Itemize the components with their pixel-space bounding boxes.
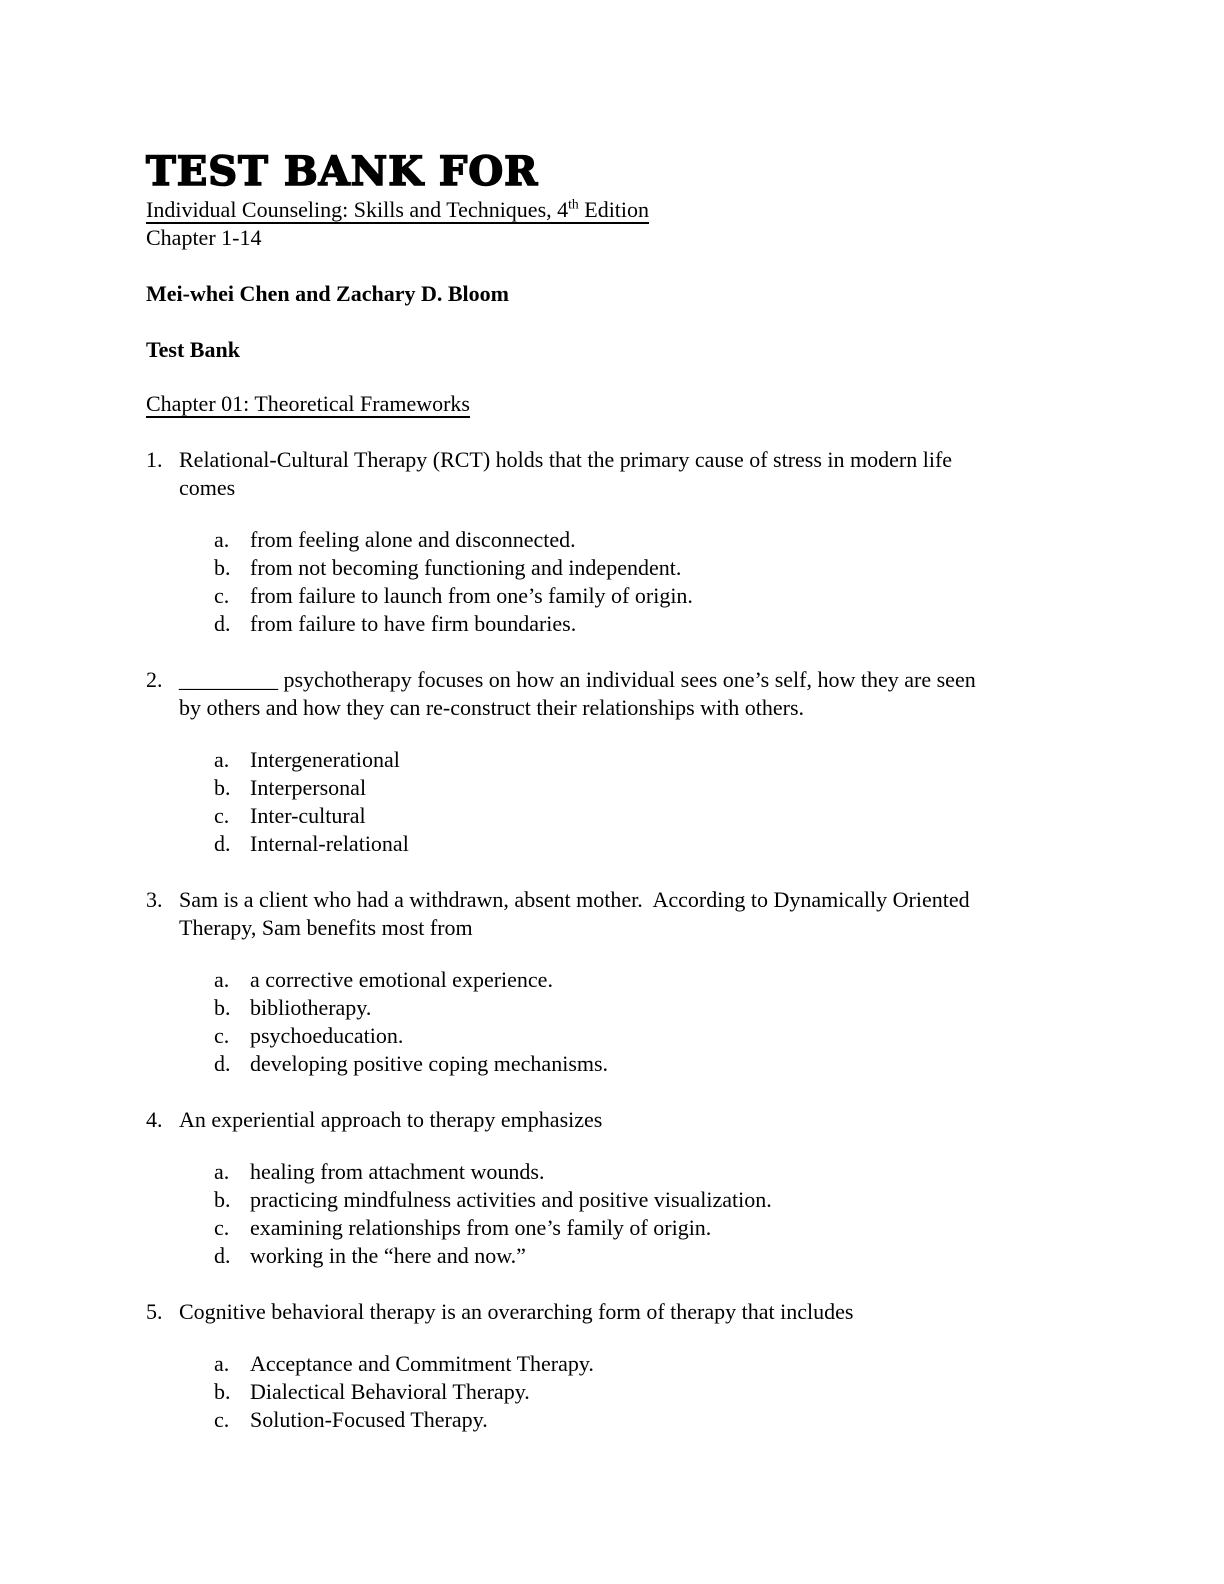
questions-list — [146, 446, 1080, 1434]
option-letter: c. — [214, 1023, 230, 1048]
question-number: 2. — [146, 667, 163, 692]
option-text: from failure to have firm boundaries. — [250, 611, 577, 636]
option-letter: c. — [214, 1407, 230, 1432]
option-text: developing positive coping mechanisms. — [250, 1051, 609, 1076]
question-text-line: Relational-Cultural Therapy (RCT) holds that the primary cause of stress in modern life — [179, 447, 953, 472]
option-text: practicing mindfulness activities and positive visualization. — [250, 1187, 772, 1212]
question — [146, 886, 1080, 1078]
book-title — [146, 197, 649, 224]
question-text-line: Sam is a client who had a withdrawn, absent mother. According to Dynamically Oriented — [179, 887, 970, 912]
options-list — [179, 1158, 1080, 1270]
option-letter: b. — [214, 555, 231, 580]
option-text: Dialectical Behavioral Therapy. — [250, 1379, 530, 1404]
option-text: bibliotherapy. — [250, 995, 372, 1020]
question-text — [179, 1298, 1080, 1326]
option-item — [179, 1186, 1080, 1214]
chapter-range: Chapter 1-14 — [146, 225, 262, 250]
option-letter: b. — [214, 775, 231, 800]
option-item — [179, 1158, 1080, 1186]
option-item — [179, 554, 1080, 582]
options-list — [179, 746, 1080, 858]
option-letter: d. — [214, 1051, 231, 1076]
option-letter: a. — [214, 527, 230, 552]
option-item — [179, 1378, 1080, 1406]
options-list — [179, 966, 1080, 1078]
option-letter: c. — [214, 803, 230, 828]
test-bank-label: Test Bank — [146, 337, 240, 362]
option-letter: a. — [214, 747, 230, 772]
options-list — [179, 1350, 1080, 1434]
question-number: 3. — [146, 887, 163, 912]
option-text: a corrective emotional experience. — [250, 967, 553, 992]
option-letter: b. — [214, 995, 231, 1020]
book-title-line — [146, 196, 1080, 224]
option-letter: a. — [214, 967, 230, 992]
option-text: Inter-cultural — [250, 803, 366, 828]
question-text-line: by others and how they can re-construct their relationships with others. — [179, 695, 805, 720]
authors-line: Mei-whei Chen and Zachary D. Bloom — [146, 281, 509, 306]
question-text — [179, 886, 1080, 942]
option-letter: a. — [214, 1159, 230, 1184]
option-text: from feeling alone and disconnected. — [250, 527, 576, 552]
question-text-line: _________ psychotherapy focuses on how an individual sees one’s self, how they are seen — [179, 667, 976, 692]
book-title-text: Individual Counseling: Skills and Techniques, 4 — [146, 197, 569, 222]
option-item — [179, 582, 1080, 610]
option-item — [179, 1242, 1080, 1270]
chapter-heading-line — [146, 390, 1080, 418]
option-letter: b. — [214, 1379, 231, 1404]
option-letter: c. — [214, 583, 230, 608]
option-text: working in the “here and now.” — [250, 1243, 526, 1268]
question-text — [179, 666, 1080, 722]
option-item — [179, 1350, 1080, 1378]
edition-label: Edition — [578, 197, 650, 222]
option-text: Acceptance and Commitment Therapy. — [250, 1351, 594, 1376]
option-item — [179, 830, 1080, 858]
question-number: 1. — [146, 447, 163, 472]
option-item — [179, 1050, 1080, 1078]
option-letter: d. — [214, 1243, 231, 1268]
option-text: Intergenerational — [250, 747, 400, 772]
question-text-line: An experiential approach to therapy emphasizes — [179, 1107, 603, 1132]
document-title: TEST BANK FOR — [146, 148, 539, 195]
option-text: Solution-Focused Therapy. — [250, 1407, 488, 1432]
option-text: healing from attachment wounds. — [250, 1159, 545, 1184]
option-text: Interpersonal — [250, 775, 367, 800]
options-list — [179, 526, 1080, 638]
option-item — [179, 1406, 1080, 1434]
option-letter: d. — [214, 611, 231, 636]
option-item — [179, 774, 1080, 802]
question — [146, 1106, 1080, 1270]
question — [146, 446, 1080, 638]
edition-superscript: th — [568, 196, 579, 212]
option-letter: d. — [214, 831, 231, 856]
question-number: 4. — [146, 1107, 163, 1132]
question-text — [179, 1106, 1080, 1134]
chapter-heading: Chapter 01: Theoretical Frameworks — [146, 391, 470, 416]
option-item — [179, 610, 1080, 638]
option-item — [179, 1022, 1080, 1050]
option-letter: a. — [214, 1351, 230, 1376]
question — [146, 666, 1080, 858]
option-item — [179, 994, 1080, 1022]
question-text — [179, 446, 1080, 502]
option-item — [179, 526, 1080, 554]
option-item — [179, 802, 1080, 830]
option-item — [179, 1214, 1080, 1242]
question-text-line: Cognitive behavioral therapy is an overarching form of therapy that includes — [179, 1299, 854, 1324]
option-text: examining relationships from one’s family of origin. — [250, 1215, 712, 1240]
option-text: from failure to launch from one’s family of origin. — [250, 583, 693, 608]
question — [146, 1298, 1080, 1434]
option-letter: c. — [214, 1215, 230, 1240]
option-item — [179, 966, 1080, 994]
option-letter: b. — [214, 1187, 231, 1212]
option-text: Internal-relational — [250, 831, 409, 856]
option-text: from not becoming functioning and independent. — [250, 555, 682, 580]
question-number: 5. — [146, 1299, 163, 1324]
option-text: psychoeducation. — [250, 1023, 404, 1048]
option-item — [179, 746, 1080, 774]
question-text-line: comes — [179, 475, 236, 500]
question-text-line: Therapy, Sam benefits most from — [179, 915, 473, 940]
